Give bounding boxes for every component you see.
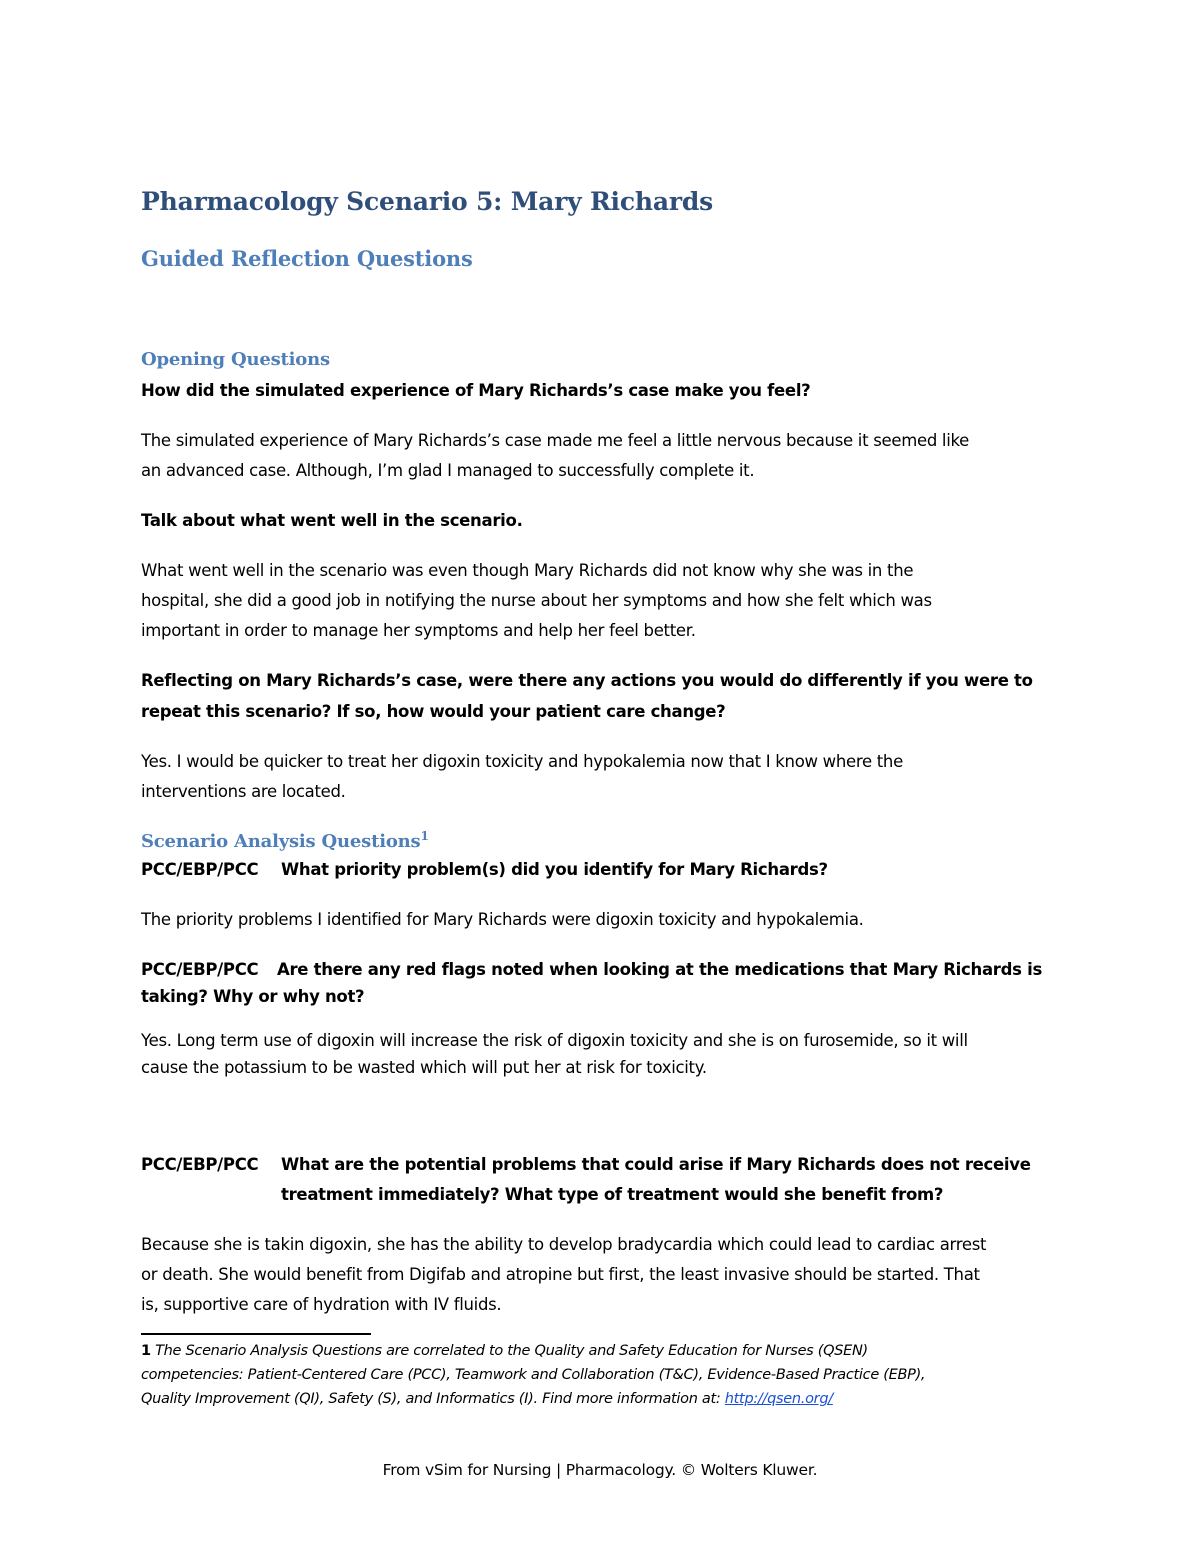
- analysis-question-2-line-2: taking? Why or why not?: [141, 987, 365, 1006]
- qsen-link[interactable]: http://qsen.org/: [724, 1391, 833, 1407]
- footnote-text-3: Quality Improvement (QI), Safety (S), and Informatics (I). Find more information at:: [141, 1391, 725, 1407]
- analysis-question-1-text: What priority problem(s) did you identify for Mary Richards?: [281, 860, 828, 879]
- opening-question-1: How did the simulated experience of Mary Richards’s case make you feel?: [141, 381, 811, 400]
- analysis-question-3-text: What are the potential problems that could arise if Mary Richards does not receive: [281, 1155, 1031, 1174]
- analysis-question-2-text: Are there any red flags noted when looking at the medications that Mary Richards is: [277, 960, 1042, 979]
- analysis-answer-3-line-3: is, supportive care of hydration with IV fluids.: [141, 1295, 502, 1314]
- competency-tag: PCC/EBP/PCC: [141, 960, 259, 979]
- scenario-analysis-heading: [141, 829, 429, 852]
- analysis-answer-2-line-2: cause the potassium to be wasted which will put her at risk for toxicity.: [141, 1058, 707, 1077]
- footnote-divider: [141, 1333, 371, 1335]
- analysis-answer-2-line-1: Yes. Long term use of digoxin will increase the risk of digoxin toxicity and she is on furosemide, so it will: [141, 1031, 968, 1050]
- analysis-question-3-line-2: treatment immediately? What type of treatment would she benefit from?: [281, 1185, 944, 1204]
- competency-tag: PCC/EBP/PCC: [141, 860, 259, 879]
- opening-questions-heading: Opening Questions: [141, 349, 330, 370]
- opening-answer-2-line-3: important in order to manage her symptoms and help her feel better.: [141, 621, 696, 640]
- page-title: Pharmacology Scenario 5: Mary Richards: [141, 187, 713, 216]
- footnote-line-3: [141, 1391, 833, 1407]
- opening-answer-3-line-2: interventions are located.: [141, 782, 346, 801]
- analysis-question-1: [141, 860, 828, 879]
- footnote-number: 1: [141, 1343, 151, 1359]
- footnote-text-1: The Scenario Analysis Questions are correlated to the Quality and Safety Education for Nurses (QSEN): [155, 1343, 868, 1359]
- footnote-line-2: competencies: Patient-Centered Care (PCC), Teamwork and Collaboration (T&C), Evidence-Based Practice (EBP),: [141, 1367, 926, 1383]
- analysis-answer-1: The priority problems I identified for Mary Richards were digoxin toxicity and hypokalemia.: [141, 910, 864, 929]
- page-footer: From vSim for Nursing | Pharmacology. © Wolters Kluwer.: [382, 1461, 818, 1479]
- analysis-answer-3-line-1: Because she is takin digoxin, she has the ability to develop bradycardia which could lead to cardiac arrest: [141, 1235, 987, 1254]
- competency-tag: PCC/EBP/PCC: [141, 1155, 259, 1174]
- page-subtitle: Guided Reflection Questions: [141, 246, 473, 271]
- opening-answer-1-line-1: The simulated experience of Mary Richards’s case made me feel a little nervous because it seemed like: [141, 431, 970, 450]
- opening-answer-3-line-1: Yes. I would be quicker to treat her digoxin toxicity and hypokalemia now that I know where the: [141, 752, 903, 771]
- opening-question-3-line-1: Reflecting on Mary Richards’s case, were there any actions you would do differently if you were to: [141, 671, 1033, 690]
- footnote-marker: 1: [420, 829, 429, 843]
- opening-question-2: Talk about what went well in the scenario.: [141, 511, 523, 530]
- analysis-question-2-line-1: [141, 960, 1042, 979]
- opening-answer-2-line-2: hospital, she did a good job in notifying the nurse about her symptoms and how she felt which was: [141, 591, 932, 610]
- scenario-analysis-heading-text: Scenario Analysis Questions: [141, 831, 421, 852]
- opening-question-3-line-2: repeat this scenario? If so, how would your patient care change?: [141, 702, 726, 721]
- analysis-answer-3-line-2: or death. She would benefit from Digifab and atropine but first, the least invasive should be started. That: [141, 1265, 980, 1284]
- footnote-line-1: [141, 1343, 868, 1359]
- opening-answer-2-line-1: What went well in the scenario was even though Mary Richards did not know why she was in the: [141, 561, 914, 580]
- analysis-question-3-line-1: [141, 1155, 1031, 1174]
- opening-answer-1-line-2: an advanced case. Although, I’m glad I managed to successfully complete it.: [141, 461, 755, 480]
